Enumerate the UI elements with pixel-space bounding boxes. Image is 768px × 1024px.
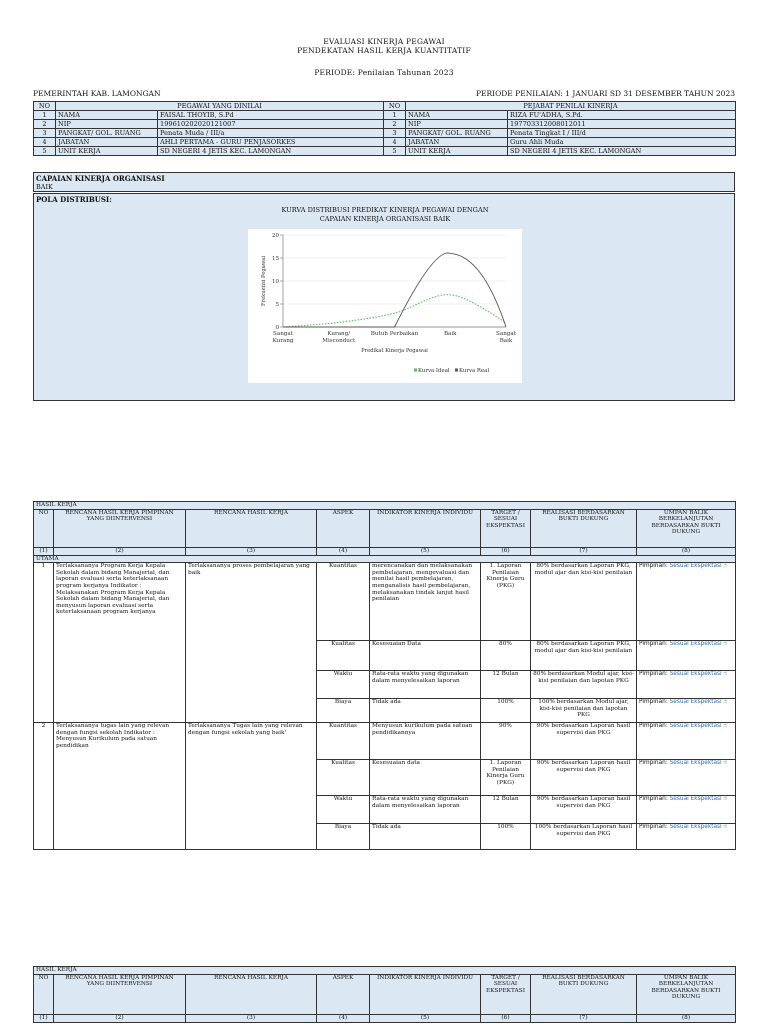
capaian-label: CAPAIAN KINERJA ORGANISASI: [36, 174, 165, 183]
row-no: 1: [384, 111, 406, 120]
group-row: [34, 555, 736, 563]
series-line-ideal: [283, 295, 506, 327]
realisasi: 100% berdasarkan Modul ajar, kisi-kisi penilaian dan lapotan PKG: [531, 699, 637, 723]
column-header: UMPAN BALIK BERKELANJUTAN BERDASARKAN BUKTI DUKUNG: [637, 509, 736, 547]
legend-entry: Kurva Real: [459, 368, 490, 374]
column-header: INDIKATOR KINERJA INDIVIDU: [370, 974, 481, 1014]
pejabat-value: SD NEGERI 4 JETIS KEC. LAMONGAN: [508, 147, 736, 156]
target: 100%: [481, 699, 531, 723]
realisasi: 80% berdasarkan Modul ajar, kisi-kisi penilaian dan lapotan PKG: [531, 671, 637, 699]
section-row: [34, 502, 736, 510]
feedback-prefix: Pimpinan:: [639, 563, 668, 570]
chart-title-2: CAPAIAN KINERJA ORGANISASI BAIK: [319, 215, 451, 223]
instansi-row: [33, 89, 735, 98]
periode-penilaian: PERIODE PENILAIAN: 1 JANUARI SD 31 DESEMBER TAHUN 2023: [476, 89, 735, 98]
target: 12 Bulan: [481, 671, 531, 699]
chart-title-1: KURVA DISTRIBUSI PREDIKAT KINERJA PEGAWAI DENGAN: [281, 206, 489, 214]
instansi: PEMERINTAH KAB. LAMONGAN: [33, 89, 161, 98]
row-no: 5: [34, 147, 56, 156]
feedback-prefix: Pimpinan:: [639, 824, 668, 831]
rencana-hasil-kerja: Terlaksananya Tugas lain yang relevan dengan fungsi sekolah yang baik': [186, 723, 317, 850]
indikator: Tidak ada: [370, 824, 481, 850]
aspek: Waktu: [317, 671, 370, 699]
target: 80%: [481, 641, 531, 671]
series-line-real: [283, 253, 506, 327]
aspek: Kualitas: [317, 760, 370, 796]
pegawai-value: SD NEGERI 4 JETIS KEC. LAMONGAN: [158, 147, 384, 156]
feedback-prefix: Pimpinan:: [639, 671, 668, 678]
row-no: 2: [384, 120, 406, 129]
pejabat-value: Guru Ahli Muda: [508, 138, 736, 147]
y-axis-label: Frekuensi Pegawai: [261, 256, 267, 306]
no-header: NO: [384, 102, 406, 111]
column-number: (5): [370, 547, 481, 555]
target: 100%: [481, 824, 531, 850]
umpan-balik: [637, 671, 736, 699]
aspek: Kuantitas: [317, 723, 370, 760]
y-tick-label: 20: [272, 233, 279, 239]
section-row: [34, 967, 736, 975]
row-no: 5: [384, 147, 406, 156]
column-header-row: [34, 509, 736, 547]
rencana-hasil-kerja: Terlaksananya proses pembelajaran yang baik: [186, 563, 317, 723]
item-no: 1: [34, 563, 54, 723]
identity-row: [34, 147, 736, 156]
row-label: NAMA: [406, 111, 508, 120]
column-number: (6): [481, 1014, 531, 1022]
column-number: (7): [531, 547, 637, 555]
legend-entry: Kurva Ideal: [418, 368, 450, 374]
column-header: RENCANA HASIL KERJA: [186, 509, 317, 547]
hasil-kerja-table-page2: [33, 966, 736, 1023]
pegawai-header: PEGAWAI YANG DINILAI: [56, 102, 384, 111]
row-label: JABATAN: [56, 138, 158, 147]
target: 12 Bulan: [481, 796, 531, 824]
thumbs-up-icon: ☝: [721, 796, 728, 803]
column-header: ASPEK: [317, 509, 370, 547]
hasil-kerja-table: [33, 501, 736, 850]
row-label: PANGKAT/ GOL. RUANG: [406, 129, 508, 138]
x-tick-label: Sangat Baik: [496, 331, 516, 344]
table-row: [34, 563, 736, 641]
column-header: RENCANA HASIL KERJA PIMPINAN YANG DIINTERVENSI: [54, 509, 186, 547]
periode: PERIODE: Penilaian Tahunan 2023: [314, 68, 454, 77]
feedback-prefix: Pimpinan:: [639, 641, 668, 648]
pegawai-value: 199610202020121007: [158, 120, 384, 129]
feedback-value: Sesuai Ekspektasi: [669, 824, 722, 831]
indikator: Kesesuaian data: [370, 760, 481, 796]
column-header: INDIKATOR KINERJA INDIVIDU: [370, 509, 481, 547]
column-header: REALISASI BERDASARKAN BUKTI DUKUNG: [531, 509, 637, 547]
pegawai-value: FAISAL THOYIB, S.Pd: [158, 111, 384, 120]
column-header: TARGET / SESUAI EKSPEKTASI: [481, 974, 531, 1014]
aspek: Kuantitas: [317, 563, 370, 641]
aspek: Kualitas: [317, 641, 370, 671]
row-label: PANGKAT/ GOL. RUANG: [56, 129, 158, 138]
thumbs-up-icon: ☝: [721, 671, 728, 678]
umpan-balik: [637, 723, 736, 760]
x-tick-label: Butuh Perbaikan: [370, 331, 419, 337]
legend-swatch: [455, 369, 458, 372]
row-no: 1: [34, 111, 56, 120]
umpan-balik: [637, 824, 736, 850]
column-header: ASPEK: [317, 974, 370, 1014]
indikator: Rata-rata waktu yang digunakan dalam menyelesaikan laporan: [370, 671, 481, 699]
x-tick-label: Sangat Kurang: [272, 331, 294, 344]
identity-table: [33, 101, 736, 156]
row-label: NIP: [56, 120, 158, 129]
column-header: REALISASI BERDASARKAN BUKTI DUKUNG: [531, 974, 637, 1014]
column-number: (6): [481, 547, 531, 555]
rencana-pimpinan: Terlaksananya Program Kerja Kepala Sekolah dalam bidang Manajerial, dan laporan evaluasi serta keterlaksanaan program kerjanya Indikator : Melaksanakan Program Kerja Kepala Sekolah dalam bidang Manajerial, dan menyusun laporan evaluasi serta keterlaksanaan program kerjanya: [54, 563, 186, 723]
chart-container: [248, 229, 522, 383]
legend-swatch: [414, 369, 417, 372]
feedback-value: Sesuai Ekspektasi: [669, 723, 722, 730]
distribution-chart: [248, 229, 522, 383]
feedback-value: Sesuai Ekspektasi: [669, 796, 722, 803]
column-header: NO: [34, 509, 54, 547]
row-label: NAMA: [56, 111, 158, 120]
column-number: (8): [637, 547, 736, 555]
umpan-balik: [637, 760, 736, 796]
target: 90%: [481, 723, 531, 760]
doc-subtitle: PENDEKATAN HASIL KERJA KUANTITATIF: [297, 46, 471, 55]
row-label: JABATAN: [406, 138, 508, 147]
pejabat-header: PEJABAT PENILAI KINERJA: [406, 102, 736, 111]
feedback-value: Sesuai Ekspektasi: [669, 760, 722, 767]
aspek: Waktu: [317, 796, 370, 824]
pejabat-value: RIZA FU'ADHA, S.Pd.: [508, 111, 736, 120]
row-no: 3: [384, 129, 406, 138]
column-header: UMPAN BALIK BERKELANJUTAN BERDASARKAN BUKTI DUKUNG: [637, 974, 736, 1014]
column-number: (7): [531, 1014, 637, 1022]
realisasi: 90% berdasarkan Laporan hasil supervisi dan PKG: [531, 760, 637, 796]
umpan-balik: [637, 796, 736, 824]
thumbs-up-icon: ☝: [721, 723, 728, 730]
column-header: NO: [34, 974, 54, 1014]
group-label: UTAMA: [34, 555, 736, 563]
y-tick-label: 5: [275, 302, 279, 308]
x-tick-label: Baik: [443, 331, 457, 337]
y-tick-label: 0: [275, 325, 279, 331]
thumbs-up-icon: ☝: [721, 563, 728, 570]
feedback-value: Sesuai Ekspektasi: [669, 563, 722, 570]
feedback-value: Sesuai Ekspektasi: [669, 699, 722, 706]
indikator: Menyusun kurikulum pada satuan pendidikannya: [370, 723, 481, 760]
identity-row: [34, 129, 736, 138]
capaian-value: BAIK: [36, 183, 53, 191]
y-tick-label: 10: [272, 279, 279, 285]
x-tick-label: Kurang/ Misconduct: [322, 331, 356, 344]
aspek: Biaya: [317, 824, 370, 850]
indikator: Tidak ada: [370, 699, 481, 723]
column-number: (1): [34, 1014, 54, 1022]
realisasi: 90% berdasarkan Laporan hasil supervisi dan PKG: [531, 723, 637, 760]
aspek: Biaya: [317, 699, 370, 723]
umpan-balik: [637, 563, 736, 641]
column-header: RENCANA HASIL KERJA: [186, 974, 317, 1014]
pejabat-value: 197703312008012011: [508, 120, 736, 129]
item-no: 2: [34, 723, 54, 850]
column-number-row: [34, 1014, 736, 1022]
realisasi: 80% berdasarkan Laporan PKG, modul ajar dan kisi-kisi penilaian: [531, 641, 637, 671]
table-row: [34, 723, 736, 760]
hasil-kerja-label: HASIL KERJA: [34, 502, 736, 510]
column-number: (3): [186, 1014, 317, 1022]
indikator: merencanakan dan melaksanakan pembelajaran, mengevaluasi dan menilai hasil pembelajaran, menganalisis hasil pembelajaran, melaksanakan tindak lanjut hasil penilaian: [370, 563, 481, 641]
pegawai-value: AHLI PERTAMA - GURU PENJASORKES: [158, 138, 384, 147]
identity-row: [34, 138, 736, 147]
feedback-prefix: Pimpinan:: [639, 760, 668, 767]
column-number: (5): [370, 1014, 481, 1022]
no-header: NO: [34, 102, 56, 111]
column-number: (4): [317, 547, 370, 555]
row-no: 4: [384, 138, 406, 147]
row-no: 2: [34, 120, 56, 129]
identity-row: [34, 111, 736, 120]
column-header-row: [34, 974, 736, 1014]
target: 1. Laporan Penilaian Kinerja Guru (PKG): [481, 563, 531, 641]
x-axis-label: Predikat Kinerja Pegawai: [361, 348, 428, 354]
pejabat-value: Penata Tingkat I / III/d: [508, 129, 736, 138]
target: 1. Laporan Penilaian Kinerja Guru (PKG): [481, 760, 531, 796]
indikator: Rata-rata waktu yang digunakan dalam menyelesaikan laporan: [370, 796, 481, 824]
row-no: 3: [34, 129, 56, 138]
feedback-value: Sesuai Ekspektasi: [669, 671, 722, 678]
indikator: Kesesuaian Data: [370, 641, 481, 671]
feedback-prefix: Pimpinan:: [639, 796, 668, 803]
feedback-prefix: Pimpinan:: [639, 699, 668, 706]
umpan-balik: [637, 699, 736, 723]
umpan-balik: [637, 641, 736, 671]
capaian-kinerja: [33, 172, 735, 192]
column-number: (2): [54, 1014, 186, 1022]
column-header: TARGET / SESUAI EKSPEKTASI: [481, 509, 531, 547]
identity-row: [34, 120, 736, 129]
realisasi: 90% berdasarkan Laporan hasil supervisi dan PKG: [531, 796, 637, 824]
column-number: (1): [34, 547, 54, 555]
pola-distribusi: [33, 193, 735, 401]
column-header: RENCANA HASIL KERJA PIMPINAN YANG DIINTERVENSI: [54, 974, 186, 1014]
thumbs-up-icon: ☝: [721, 641, 728, 648]
realisasi: 100% berdasarkan Laporan hasil supervisi dan PKG: [531, 824, 637, 850]
doc-title: EVALUASI KINERJA PEGAWAI: [323, 37, 445, 46]
thumbs-up-icon: ☝: [721, 699, 728, 706]
column-number: (4): [317, 1014, 370, 1022]
thumbs-up-icon: ☝: [721, 824, 728, 831]
row-label: NIP: [406, 120, 508, 129]
pola-label: POLA DISTRIBUSI:: [36, 195, 112, 204]
row-no: 4: [34, 138, 56, 147]
rencana-pimpinan: Terlaksananya tugas lain yang relevan dengan fungsi sekolah Indikator : Menyusun Kurikulum pada satuan pendidikan: [54, 723, 186, 850]
column-number: (8): [637, 1014, 736, 1022]
feedback-value: Sesuai Ekspektasi: [669, 641, 722, 648]
thumbs-up-icon: ☝: [721, 760, 728, 767]
column-number-row: [34, 547, 736, 555]
y-tick-label: 15: [272, 256, 279, 262]
row-label: UNIT KERJA: [56, 147, 158, 156]
row-label: UNIT KERJA: [406, 147, 508, 156]
feedback-prefix: Pimpinan:: [639, 723, 668, 730]
realisasi: 80% berdasarkan Laporan PKG, modul ajar dan kisi-kisi penilaian: [531, 563, 637, 641]
pegawai-value: Penata Muda / III/a: [158, 129, 384, 138]
column-number: (3): [186, 547, 317, 555]
hasil-kerja-label: HASIL KERJA: [34, 967, 736, 975]
column-number: (2): [54, 547, 186, 555]
